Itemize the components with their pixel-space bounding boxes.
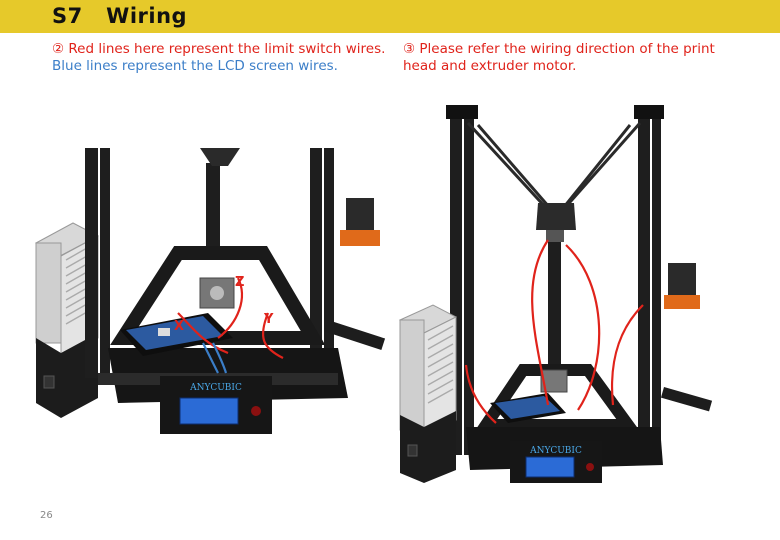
axis-label-z: Z: [235, 275, 245, 290]
brand-logo-right: ANYCUBIC: [530, 446, 582, 456]
header-bar: [0, 0, 780, 33]
frame-towers: [85, 148, 334, 383]
right-caption-line-1: ③ Please refer the wiring direction of the print: [403, 41, 715, 57]
page-title: S7 Wiring: [52, 4, 188, 28]
lcd-panel: [160, 376, 272, 434]
right-printer-illustration: [398, 105, 718, 485]
delta-arms: [468, 123, 640, 217]
left-printer-illustration: [28, 148, 393, 438]
axis-label-y: Y: [264, 312, 274, 327]
left-caption: [52, 41, 385, 75]
lcd-panel-right: [510, 441, 602, 483]
left-caption-line-1: ② Red lines here represent the limit switch wires.: [52, 41, 386, 57]
power-supply-right: [400, 305, 456, 483]
right-caption: [403, 41, 715, 75]
axis-label-x: X: [174, 319, 185, 334]
page-number: 26: [40, 510, 53, 521]
left-caption-line-2: Blue lines represent the LCD screen wires.: [52, 58, 338, 74]
right-caption-line-2: head and extruder motor.: [403, 58, 577, 74]
brand-logo-left: ANYCUBIC: [190, 383, 242, 393]
